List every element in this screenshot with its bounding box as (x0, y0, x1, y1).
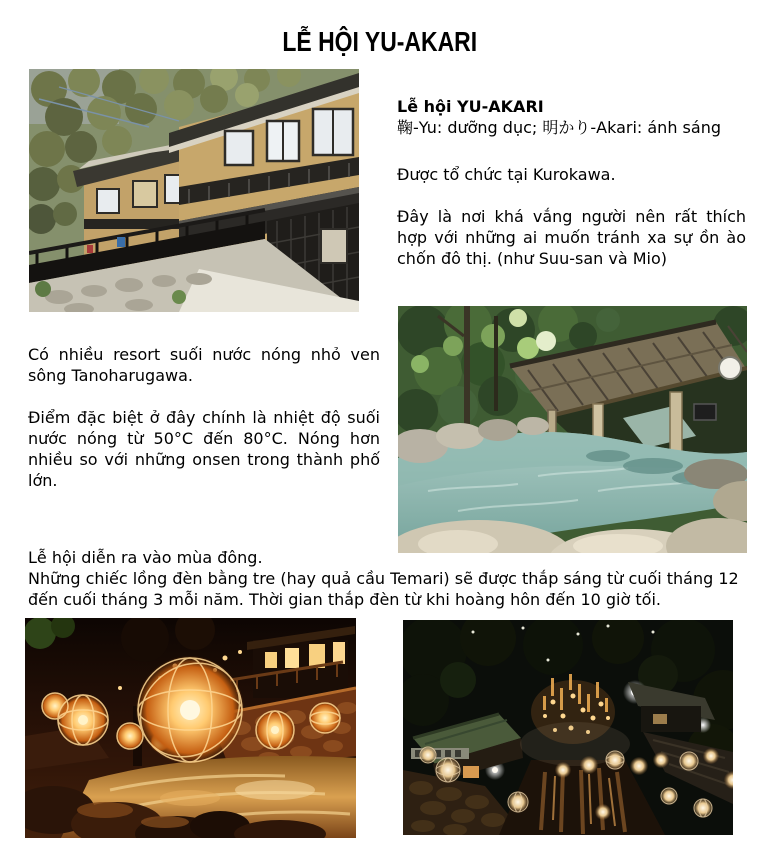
intro-section (397, 96, 746, 269)
description-paragraph: Đây là nơi khá vắng người nên rất thích hợp với những ai muốn tránh xa sự ồn ào chốn đô thị. (như Suu-san và Mio) (397, 207, 746, 268)
festival-season-line: Lễ hội diễn ra vào mùa đông. (28, 548, 263, 567)
photo-onsen (398, 306, 747, 553)
night-river-illustration (25, 618, 356, 838)
section-heading: Lễ hội YU-AKARI (397, 97, 544, 116)
etymology-line: 鞠-Yu: dưỡng dục; 明かり-Akari: ánh sáng (397, 118, 721, 137)
photo-ryokan (29, 69, 359, 312)
ryokan-illustration (29, 69, 359, 312)
onsen-illustration (398, 306, 747, 553)
festival-section (28, 547, 747, 610)
location-paragraph: Được tổ chức tại Kurokawa. (397, 165, 616, 184)
photo-night-town (403, 620, 733, 835)
temperature-paragraph: Điểm đặc biệt ở đây chính là nhiệt độ suối nước nóng từ 50°C đến 80°C. Nóng hơn nhiều so với những onsen trong thành phố lớn. (28, 408, 380, 490)
photo-night-river (25, 618, 356, 838)
resort-paragraph: Có nhiều resort suối nước nóng nhỏ ven sông Tanoharugawa. (28, 345, 380, 385)
night-town-illustration (403, 620, 733, 835)
resort-section (28, 344, 380, 491)
page-title: LỄ HỘI YU-AKARI (282, 26, 477, 57)
festival-detail-paragraph: Những chiếc lồng đèn bằng tre (hay quả cầu Temari) sẽ được thắp sáng từ cuối tháng 12 đến cuối tháng 3 mỗi năm. Thời gian thắp đèn từ khi hoàng hôn đến 10 giờ tối. (28, 569, 739, 609)
